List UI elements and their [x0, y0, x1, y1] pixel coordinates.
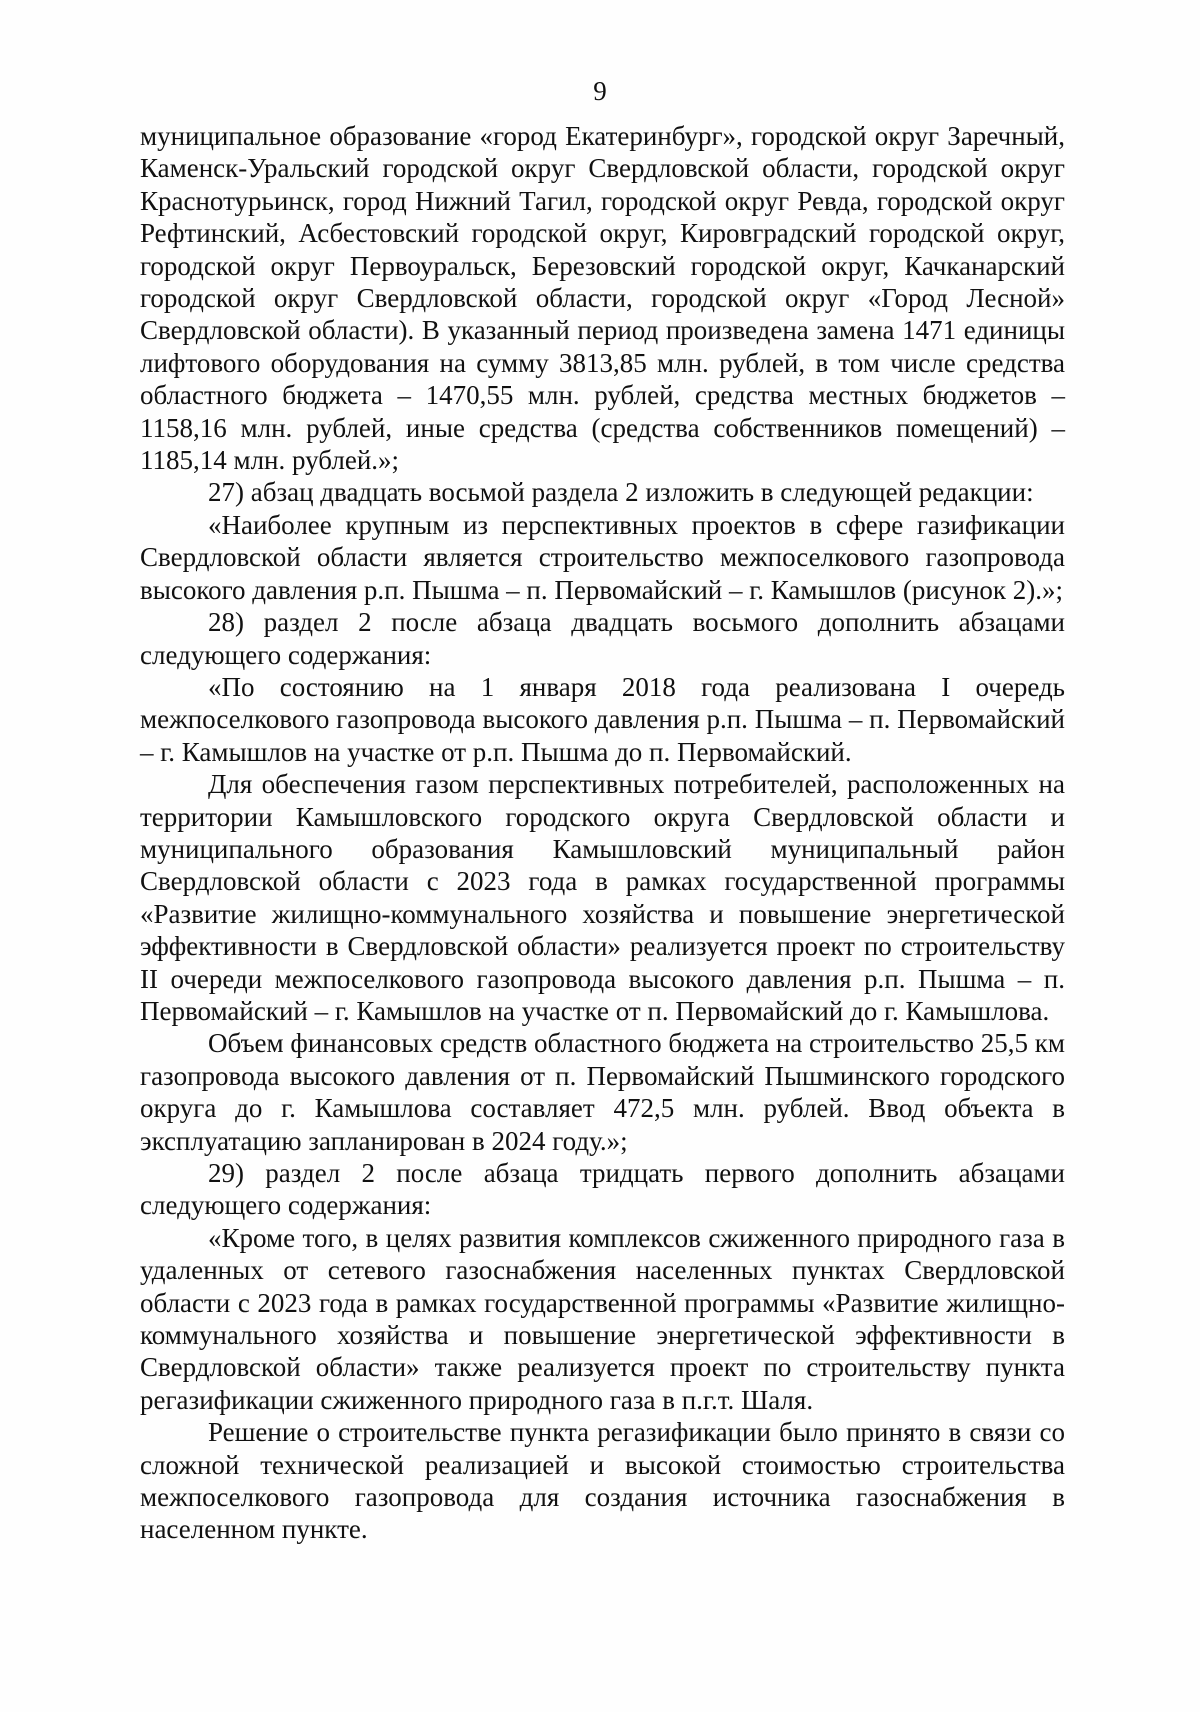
paragraph-item-27: 27) абзац двадцать восьмой раздела 2 изложить в следующей редакции:	[208, 477, 1034, 508]
paragraph-regasification-decision: Решение о строительстве пункта регазификации было принято в связи со сложной технической реализацией и высокой стоимостью строительства межпоселкового газопровода для создания источника газоснабжения в населенном пункте.	[140, 1417, 1065, 1545]
page-number: 9	[593, 76, 607, 106]
paragraph-lng-complexes: «Кроме того, в целях развития комплексов сжиженного природного газа в удаленных от сетевого газоснабжения населенных пунктах Свердловской области с 2023 года в рамках государственной программы «Развитие жилищно-коммунального хозяйства и повышение энергетической эффективности в Свердловской области» также реализуется проект по строительству пункта регазификации сжиженного природного газа в п.г.т. Шаля.	[140, 1222, 1065, 1415]
paragraph-item-29: 29) раздел 2 после абзаца тридцать первого дополнить абзацами следующего содержания:	[140, 1158, 1065, 1221]
paragraph-continuation: муниципальное образование «город Екатеринбург», городской округ Заречный, Каменск-Уральский городской округ Свердловской области, городской округ Краснотурьинск, город Нижний Тагил, городской округ Ревда, городской округ Рефтинский, Асбестовский городской округ, Кировградский городской округ, городской округ Первоуральск, Березовский городской округ, Качканарский городской округ Свердловской области, городской округ «Город Лесной» Свердловской области). В указанный период произведена замена 1471 единицы лифтового оборудования на сумму 3813,85 млн. рублей, в том числе средства областного бюджета – 1470,55 млн. рублей, средства местных бюджетов – 1158,16 млн. рублей, иные средства (средства собственников помещений) – 1185,14 млн. рублей.»;	[140, 121, 1065, 476]
paragraph-item-28: 28) раздел 2 после абзаца двадцать восьмого дополнить абзацами следующего содержания:	[140, 607, 1065, 670]
paragraph-second-stage: Для обеспечения газом перспективных потребителей, расположенных на территории Камышловского городского округа Свердловской области и муниципального образования Камышловский муниципальный район Свердловской области с 2023 года в рамках государственной программы «Развитие жилищно-коммунального хозяйства и повышение энергетической эффективности в Свердловской области» реализуется проект по строительству II очереди межпоселкового газопровода высокого давления р.п. Пышма – п. Первомайский – г. Камышлов на участке от п. Первомайский до г. Камышлова.	[140, 769, 1065, 1026]
paragraph-quote-gasification: «Наиболее крупным из перспективных проектов в сфере газификации Свердловской области является строительство межпоселкового газопровода высокого давления р.п. Пышма – п. Первомайский – г. Камышлов (рисунок 2).»;	[140, 509, 1065, 605]
paragraph-first-stage: «По состоянию на 1 января 2018 года реализована I очередь межпоселкового газопровода высокого давления р.п. Пышма – п. Первомайский – г. Камышлов на участке от р.п. Пышма до п. Первомайский.	[140, 671, 1065, 767]
paragraph-financing: Объем финансовых средств областного бюджета на строительство 25,5 км газопровода высокого давления от п. Первомайский Пышминского городского округа до г. Камышлова составляет 472,5 млн. рублей. Ввод объекта в эксплуатацию запланирован в 2024 году.»;	[140, 1028, 1065, 1156]
document-body	[140, 120, 1065, 1546]
